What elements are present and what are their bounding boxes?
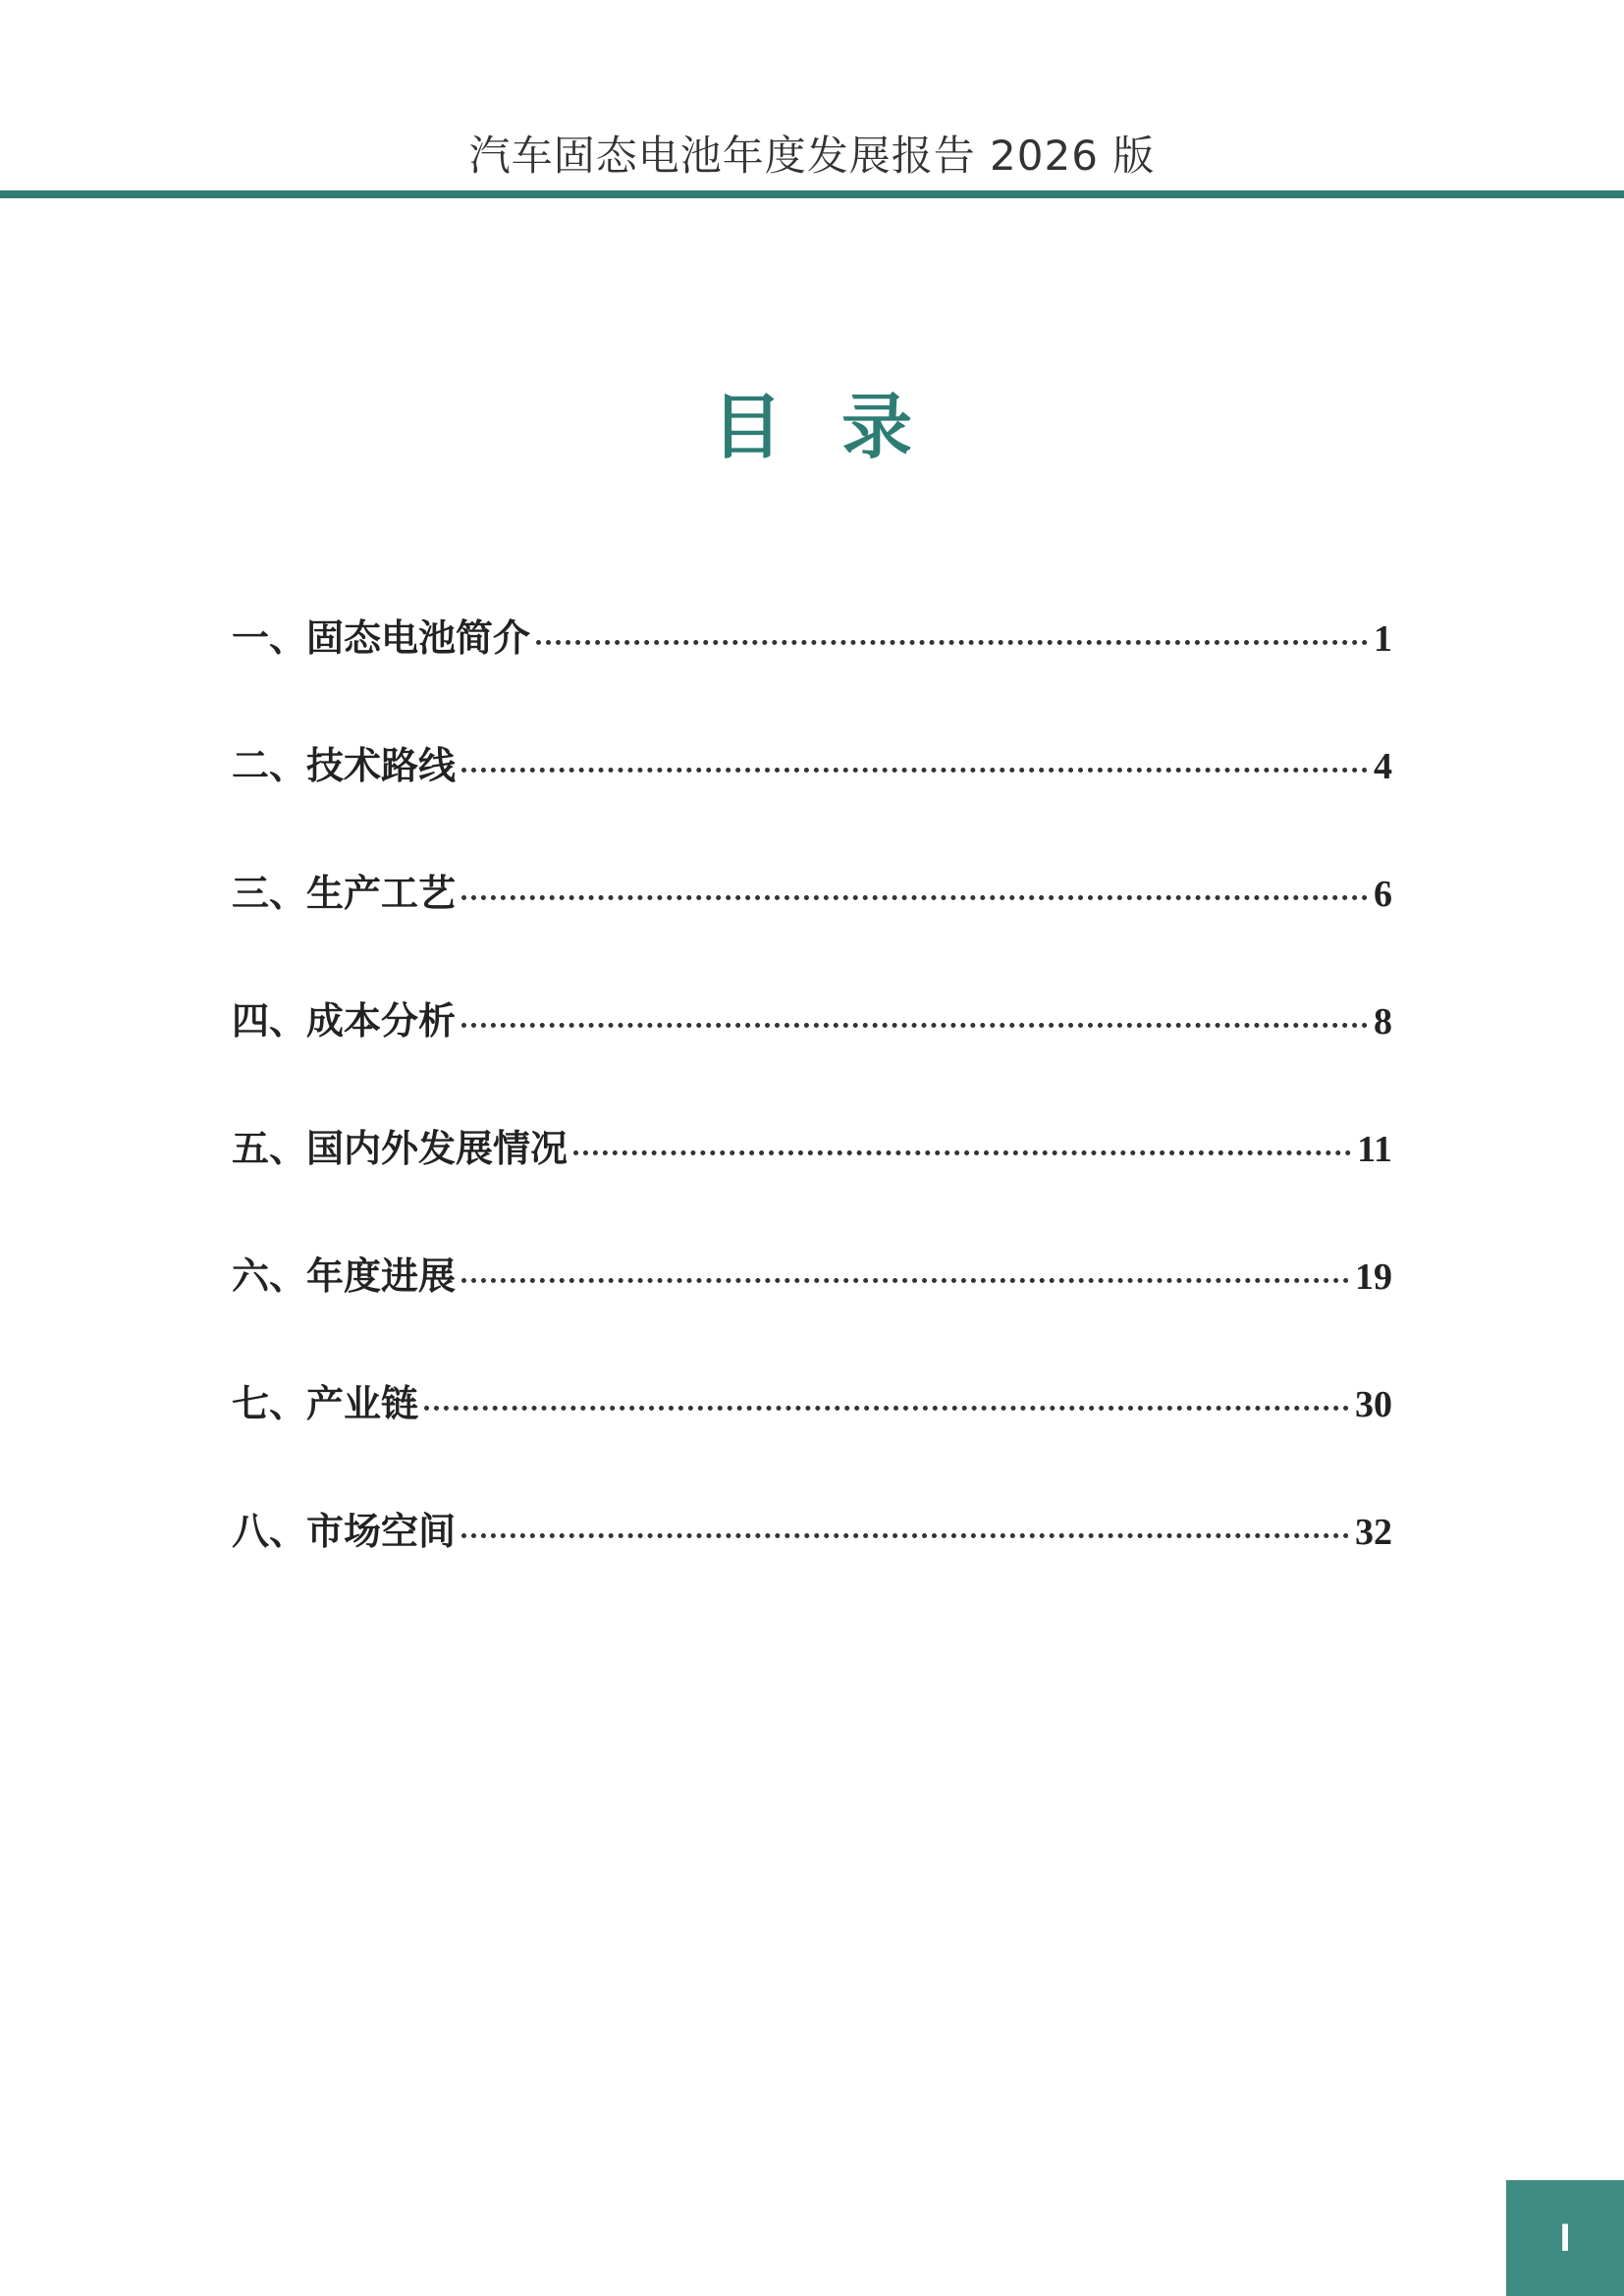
toc-entry-label: 一、固态电池简介 (232, 616, 531, 660)
toc-entry-page: 11 (1357, 1129, 1392, 1170)
toc-entry[interactable] (232, 982, 1392, 1109)
toc-entry[interactable] (232, 854, 1392, 982)
page-number-tab (1506, 2180, 1624, 2296)
toc-entry-page: 19 (1355, 1256, 1392, 1298)
toc-dot-leader (573, 1150, 1351, 1155)
toc-entry-label: 二、技术路线 (232, 744, 457, 787)
toc-entry-page: 1 (1374, 618, 1392, 660)
toc-entry-page: 32 (1355, 1512, 1392, 1553)
toc-entry-page: 8 (1374, 1001, 1392, 1042)
toc-dot-leader (461, 1023, 1368, 1028)
toc-dot-leader (461, 895, 1368, 900)
toc-entry-label: 八、市场空间 (232, 1510, 457, 1553)
running-header-title: 汽车固态电池年度发展报告 2026 版 (468, 132, 1156, 180)
toc-list (232, 599, 1392, 1620)
toc-dot-leader (461, 1278, 1349, 1283)
toc-entry-page: 6 (1374, 874, 1392, 915)
toc-entry-page: 4 (1374, 746, 1392, 787)
header-rule (0, 190, 1624, 198)
toc-dot-leader (424, 1406, 1349, 1411)
toc-entry-label: 四、成本分析 (232, 999, 457, 1042)
toc-entry[interactable] (232, 1364, 1392, 1492)
toc-dot-leader (461, 768, 1368, 773)
toc-entry[interactable] (232, 599, 1392, 726)
toc-entry[interactable] (232, 1492, 1392, 1620)
toc-dot-leader (536, 640, 1368, 645)
toc-entry-label: 六、年度进展 (232, 1255, 457, 1298)
toc-entry[interactable] (232, 726, 1392, 854)
toc-entry-label: 七、产业链 (232, 1382, 419, 1425)
page-number: I (1559, 2216, 1571, 2260)
toc-entry[interactable] (232, 1109, 1392, 1237)
toc-entry-label: 三、生产工艺 (232, 872, 457, 915)
toc-dot-leader (461, 1533, 1349, 1538)
toc-entry-page: 30 (1355, 1384, 1392, 1425)
toc-title: 目录 (711, 386, 971, 468)
toc-entry[interactable] (232, 1237, 1392, 1364)
toc-entry-label: 五、国内外发展情况 (232, 1127, 568, 1170)
